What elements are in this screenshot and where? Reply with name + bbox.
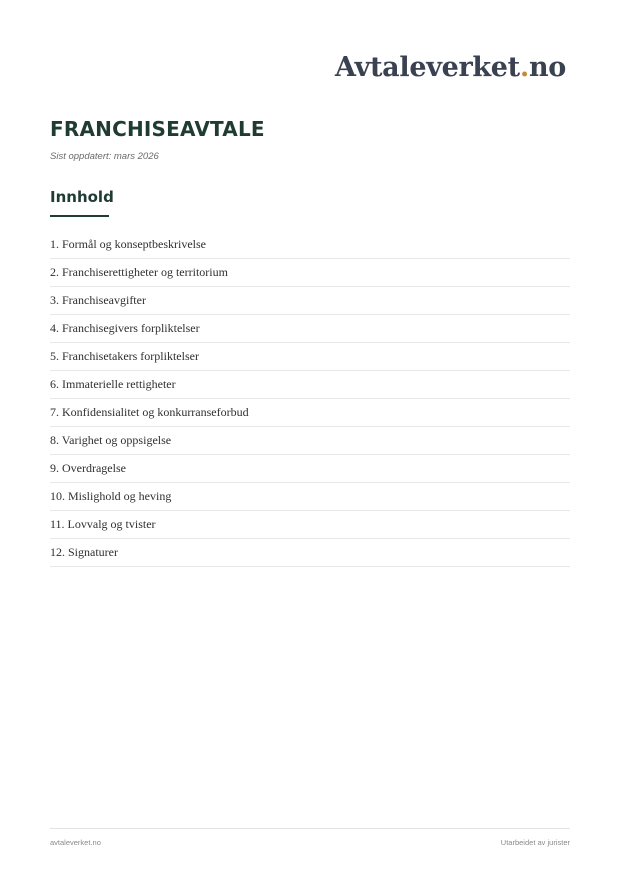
toc-item-11[interactable]: 11. Lovvalg og tvister <box>50 511 570 539</box>
toc-item-10[interactable]: 10. Mislighold og heving <box>50 483 570 511</box>
logo-tld: no <box>528 52 566 83</box>
toc-item-4[interactable]: 4. Franchisegivers forpliktelser <box>50 315 570 343</box>
footer-site[interactable]: avtaleverket.no <box>50 838 101 847</box>
logo-name: Avtaleverket <box>335 52 520 83</box>
toc-item-12[interactable]: 12. Signaturer <box>50 539 570 567</box>
toc-heading-underline <box>50 215 109 217</box>
toc-item-9[interactable]: 9. Overdragelse <box>50 455 570 483</box>
logo-dot: . <box>519 52 529 83</box>
toc-item-7[interactable]: 7. Konfidensialitet og konkurranseforbud <box>50 399 570 427</box>
footer-credit: Utarbeidet av jurister <box>500 838 570 847</box>
toc-heading: Innhold <box>50 188 114 206</box>
toc-item-8[interactable]: 8. Varighet og oppsigelse <box>50 427 570 455</box>
toc-item-1[interactable]: 1. Formål og konseptbeskrivelse <box>50 231 570 259</box>
toc-item-2[interactable]: 2. Franchiserettigheter og territorium <box>50 259 570 287</box>
toc-item-5[interactable]: 5. Franchisetakers forpliktelser <box>50 343 570 371</box>
document-title: FRANCHISEAVTALE <box>50 117 265 141</box>
toc-item-3[interactable]: 3. Franchiseavgifter <box>50 287 570 315</box>
toc-item-6[interactable]: 6. Immaterielle rettigheter <box>50 371 570 399</box>
last-updated-text: Sist oppdatert: mars 2026 <box>50 151 159 162</box>
footer-divider <box>50 828 570 829</box>
table-of-contents <box>50 231 570 567</box>
brand-logo[interactable] <box>335 52 566 83</box>
